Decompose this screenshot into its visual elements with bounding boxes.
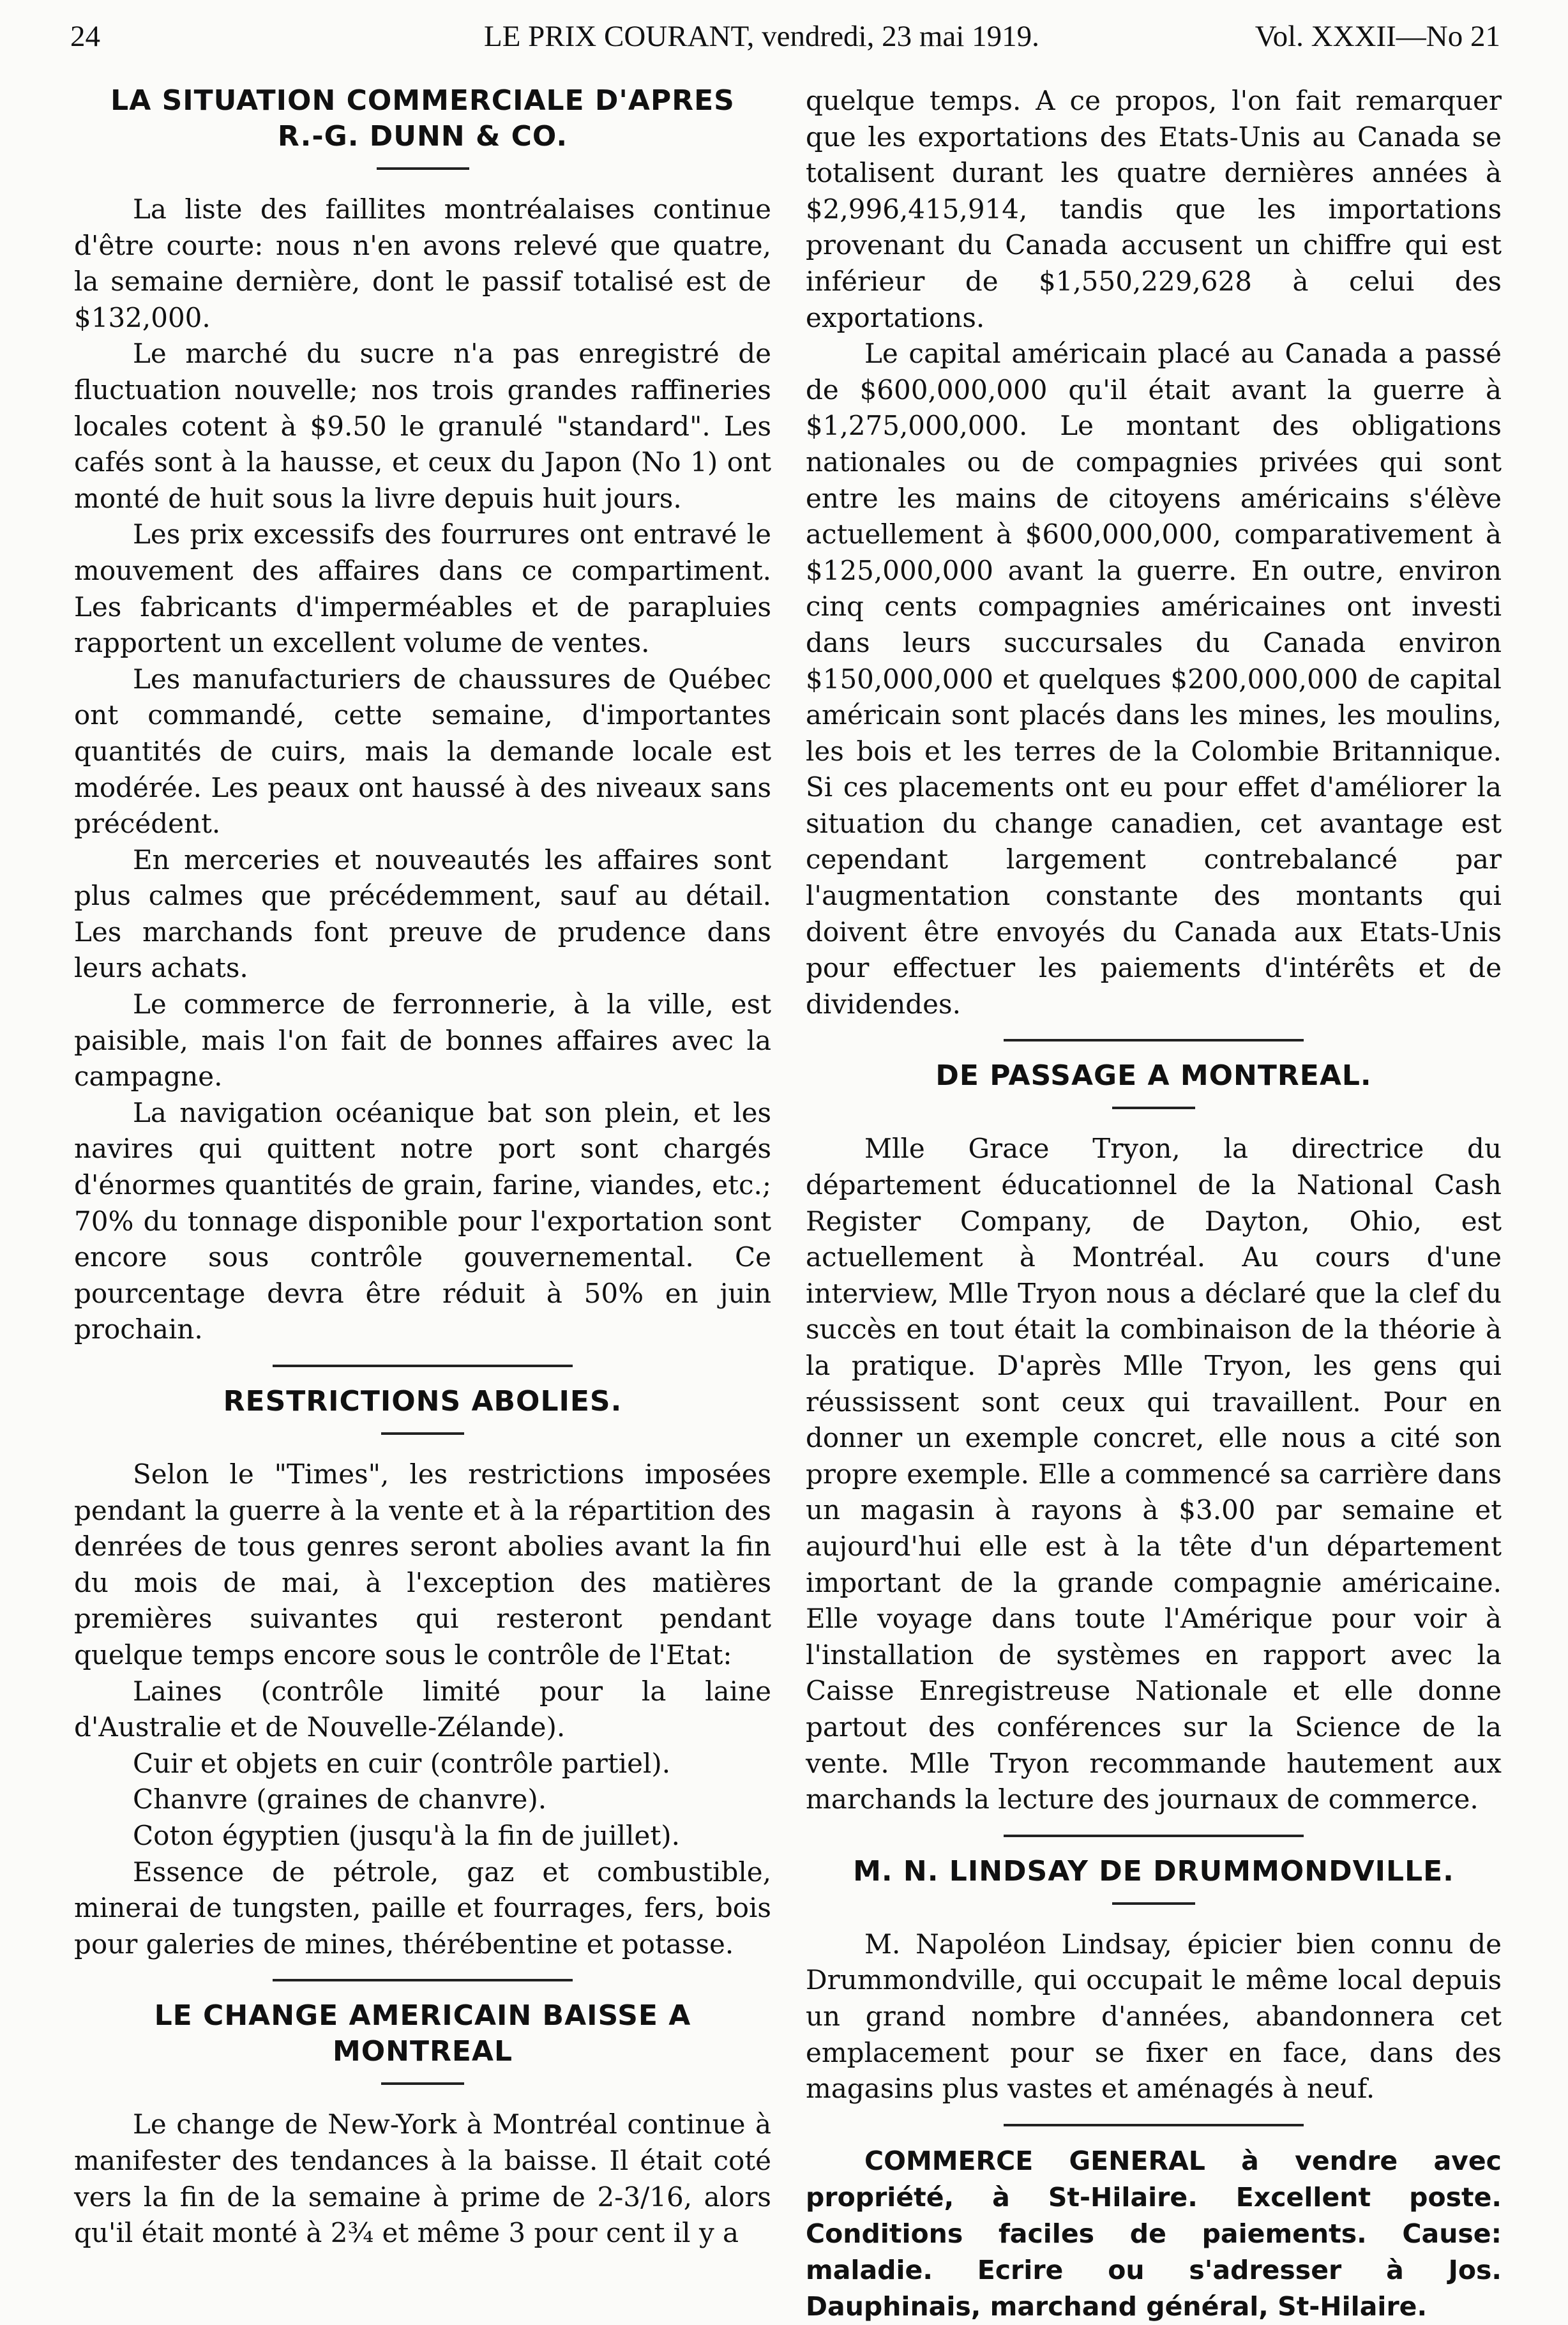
page-number: 24 xyxy=(70,20,100,53)
paragraph: La navigation océanique bat son plein, et les navires qui quittent notre port sont chargés d'énormes quantités de grain, farine, viandes, etc.; 70% du tonnage disponible pour l'exportation sont encore sous contrôle gouvernemental. Ce pourcentage devra être réduit à 50% en juin prochain. xyxy=(74,1096,771,1345)
paragraph: Selon le "Times", les restrictions imposées pendant la guerre à la vente et à la répartition des denrées de tous genres seront abolies avant la fin du mois de mai, à l'exception des matières premières suivantes qui resteront pendant quelque temps encore sous le contrôle de l'Etat: xyxy=(74,1458,771,1670)
paragraph: Le change de New-York à Montréal continue à manifester des tendances à la baisse. Il était coté vers la fin de la semaine à prime de 2-3/16, alors qu'il était monté à 2¾ et même 3 pour cent il y a xyxy=(74,2109,771,2249)
article-title: RESTRICTIONS ABOLIES. xyxy=(223,1385,622,1418)
article-de-passage xyxy=(806,1058,1502,1817)
paragraph: En merceries et nouveautés les affaires sont plus calmes que précédemment, sauf au détail. Les marchands font preuve de prudence dans leurs achats. xyxy=(74,844,771,984)
title-rule xyxy=(377,167,469,170)
volume-number: Vol. XXXII—No 21 xyxy=(1255,20,1500,53)
title-rule xyxy=(1112,1902,1195,1905)
paragraph: Le marché du sucre n'a pas enregistré de fluctuation nouvelle; nos trois grandes raffineries locales cotent à $9.50 le granulé "standard". Les cafés sont à la hausse, et ceux du Japon (No 1) ont monté de huit sous la livre depuis huit jours. xyxy=(74,338,771,514)
paragraph: La liste des faillites montréalaises continue d'être courte: nous n'en avons relevé que quatre, la semaine dernière, dont le passif totalisé est de $132,000. xyxy=(74,193,771,333)
classified-advert xyxy=(806,2143,1502,2325)
section-divider xyxy=(273,1365,573,1367)
article-restrictions-abolies xyxy=(74,1384,771,1962)
list-item: Chanvre (graines de chanvre). xyxy=(133,1784,547,1815)
list-item: Laines (contrôle limité pour la laine d'Australie et de Nouvelle-Zélande). xyxy=(74,1675,771,1743)
paragraph: Le commerce de ferronnerie, à la ville, est paisible, mais l'on fait de bonnes affaires avec la campagne. xyxy=(74,988,771,1093)
article-title: M. N. LINDSAY DE DRUMMONDVILLE. xyxy=(853,1854,1454,1888)
left-column xyxy=(74,83,771,2252)
article-title-line1: LA SITUATION COMMERCIALE D'APRES xyxy=(110,84,735,117)
article-title xyxy=(74,83,771,155)
section-divider xyxy=(1004,1835,1304,1837)
article-title-line2: R.-G. DUNN & CO. xyxy=(277,120,568,153)
paragraph: Mlle Grace Tryon, la directrice du département éducationnel de la National Cash Register Company, de Dayton, Ohio, est actuellement à Montréal. Au cours d'une interview, Mlle Tryon nous a déclaré que la clef du succès en tout était la combinaison de la théorie à la pratique. D'après Mlle Tryon, les gens qui réussissent sont ceux qui travaillent. Pour en donner un exemple concret, elle nous a cité son propre exemple. Elle a commencé sa carrière dans un magasin à rayons à $3.00 par semaine et aujourd'hui elle est à la tête d'un département important de la grande compagnie américaine. Elle voyage dans toute l'Amérique pour voir à l'installation de systèmes en rapport avec la Caisse Enregistreuse Nationale et elle donne partout des conférences sur la Science de la vente. Mlle Tryon recommande hautement aux marchands la lecture des journaux de commerce. xyxy=(806,1133,1502,1815)
section-divider xyxy=(1004,1039,1304,1041)
advert-text: COMMERCE GENERAL à vendre avec propriété, à St-Hilaire. Excellent poste. Conditions faciles de paiements. Cause: maladie. Ecrire ou s'adresser à Jos. Dauphinais, marchand général, St-Hilaire. xyxy=(806,2145,1502,2322)
list-item: Coton égyptien (jusqu'à la fin de juillet). xyxy=(133,1819,680,1851)
title-rule xyxy=(381,1432,464,1435)
article-title: DE PASSAGE A MONTREAL. xyxy=(935,1059,1372,1093)
article-situation-commerciale xyxy=(74,83,771,1348)
section-divider xyxy=(1004,2124,1304,2126)
paragraph: M. Napoléon Lindsay, épicier bien connu de Drummondville, qui occupait le même local depuis un grand nombre d'années, abandonnera cet emplacement pour se fixer en face, dans des magasins plus vastes et aménagés à neuf. xyxy=(806,1928,1502,2105)
list-item: Cuir et objets en cuir (contrôle partiel). xyxy=(133,1747,671,1779)
paragraph: Les prix excessifs des fourrures ont entravé le mouvement des affaires dans ce compartiment. Les fabricants d'imperméables et de parapluies rapportent un excellent volume de ventes. xyxy=(74,519,771,659)
title-rule xyxy=(381,2082,464,2085)
article-change-americain xyxy=(74,1998,771,2251)
section-divider xyxy=(273,1979,573,1981)
article-title: LE CHANGE AMERICAIN BAISSE A MONTREAL xyxy=(154,1999,691,2068)
publication-title-date: LE PRIX COURANT, vendredi, 23 mai 1919. xyxy=(484,20,1039,53)
title-rule xyxy=(1112,1107,1195,1109)
paragraph: quelque temps. A ce propos, l'on fait remarquer que les exportations des Etats-Unis au Canada se totalisent durant les quatre dernières années à $2,996,415,914, tandis que les importations provenant du Canada accusent un chiffre qui est inférieur de $1,550,229,628 à celui des exportations. xyxy=(806,85,1502,333)
list-item: Essence de pétrole, gaz et combustible, minerai de tungsten, paille et fourrages, fers, bois pour galeries de mines, thérébentine et potasse. xyxy=(74,1856,771,1960)
right-column xyxy=(806,83,1502,2325)
article-change-americain-continued xyxy=(806,83,1502,1022)
paragraph: Les manufacturiers de chaussures de Québec ont commandé, cette semaine, d'importantes quantités de cuirs, mais la demande locale est modérée. Les peaux ont haussé à des niveaux sans précédent. xyxy=(74,663,771,840)
article-lindsay xyxy=(806,1854,1502,2107)
page-header xyxy=(64,14,1500,59)
paragraph: Le capital américain placé au Canada a passé de $600,000,000 qu'il était avant la guerre à $1,275,000,000. Le montant des obligations nationales ou de compagnies privées qui sont entre les mains de citoyens américains s'élève actuellement à $600,000,000, comparativement à $125,000,000 avant la guerre. En outre, environ cinq cents compagnies américaines ont investi dans leurs succursales du Canada environ $150,000,000 et quelques $200,000,000 de capital américain sont placés dans les mines, les moulins, les bois et les terres de la Colombie Britannique. Si ces placements ont eu pour effet d'améliorer la situation du change canadien, cet avantage est cependant largement contrebalancé par l'augmentation constante des montants qui doivent être envoyés du Canada aux Etats-Unis pour effectuer les paiements d'intérêts et de dividendes. xyxy=(806,338,1502,1020)
